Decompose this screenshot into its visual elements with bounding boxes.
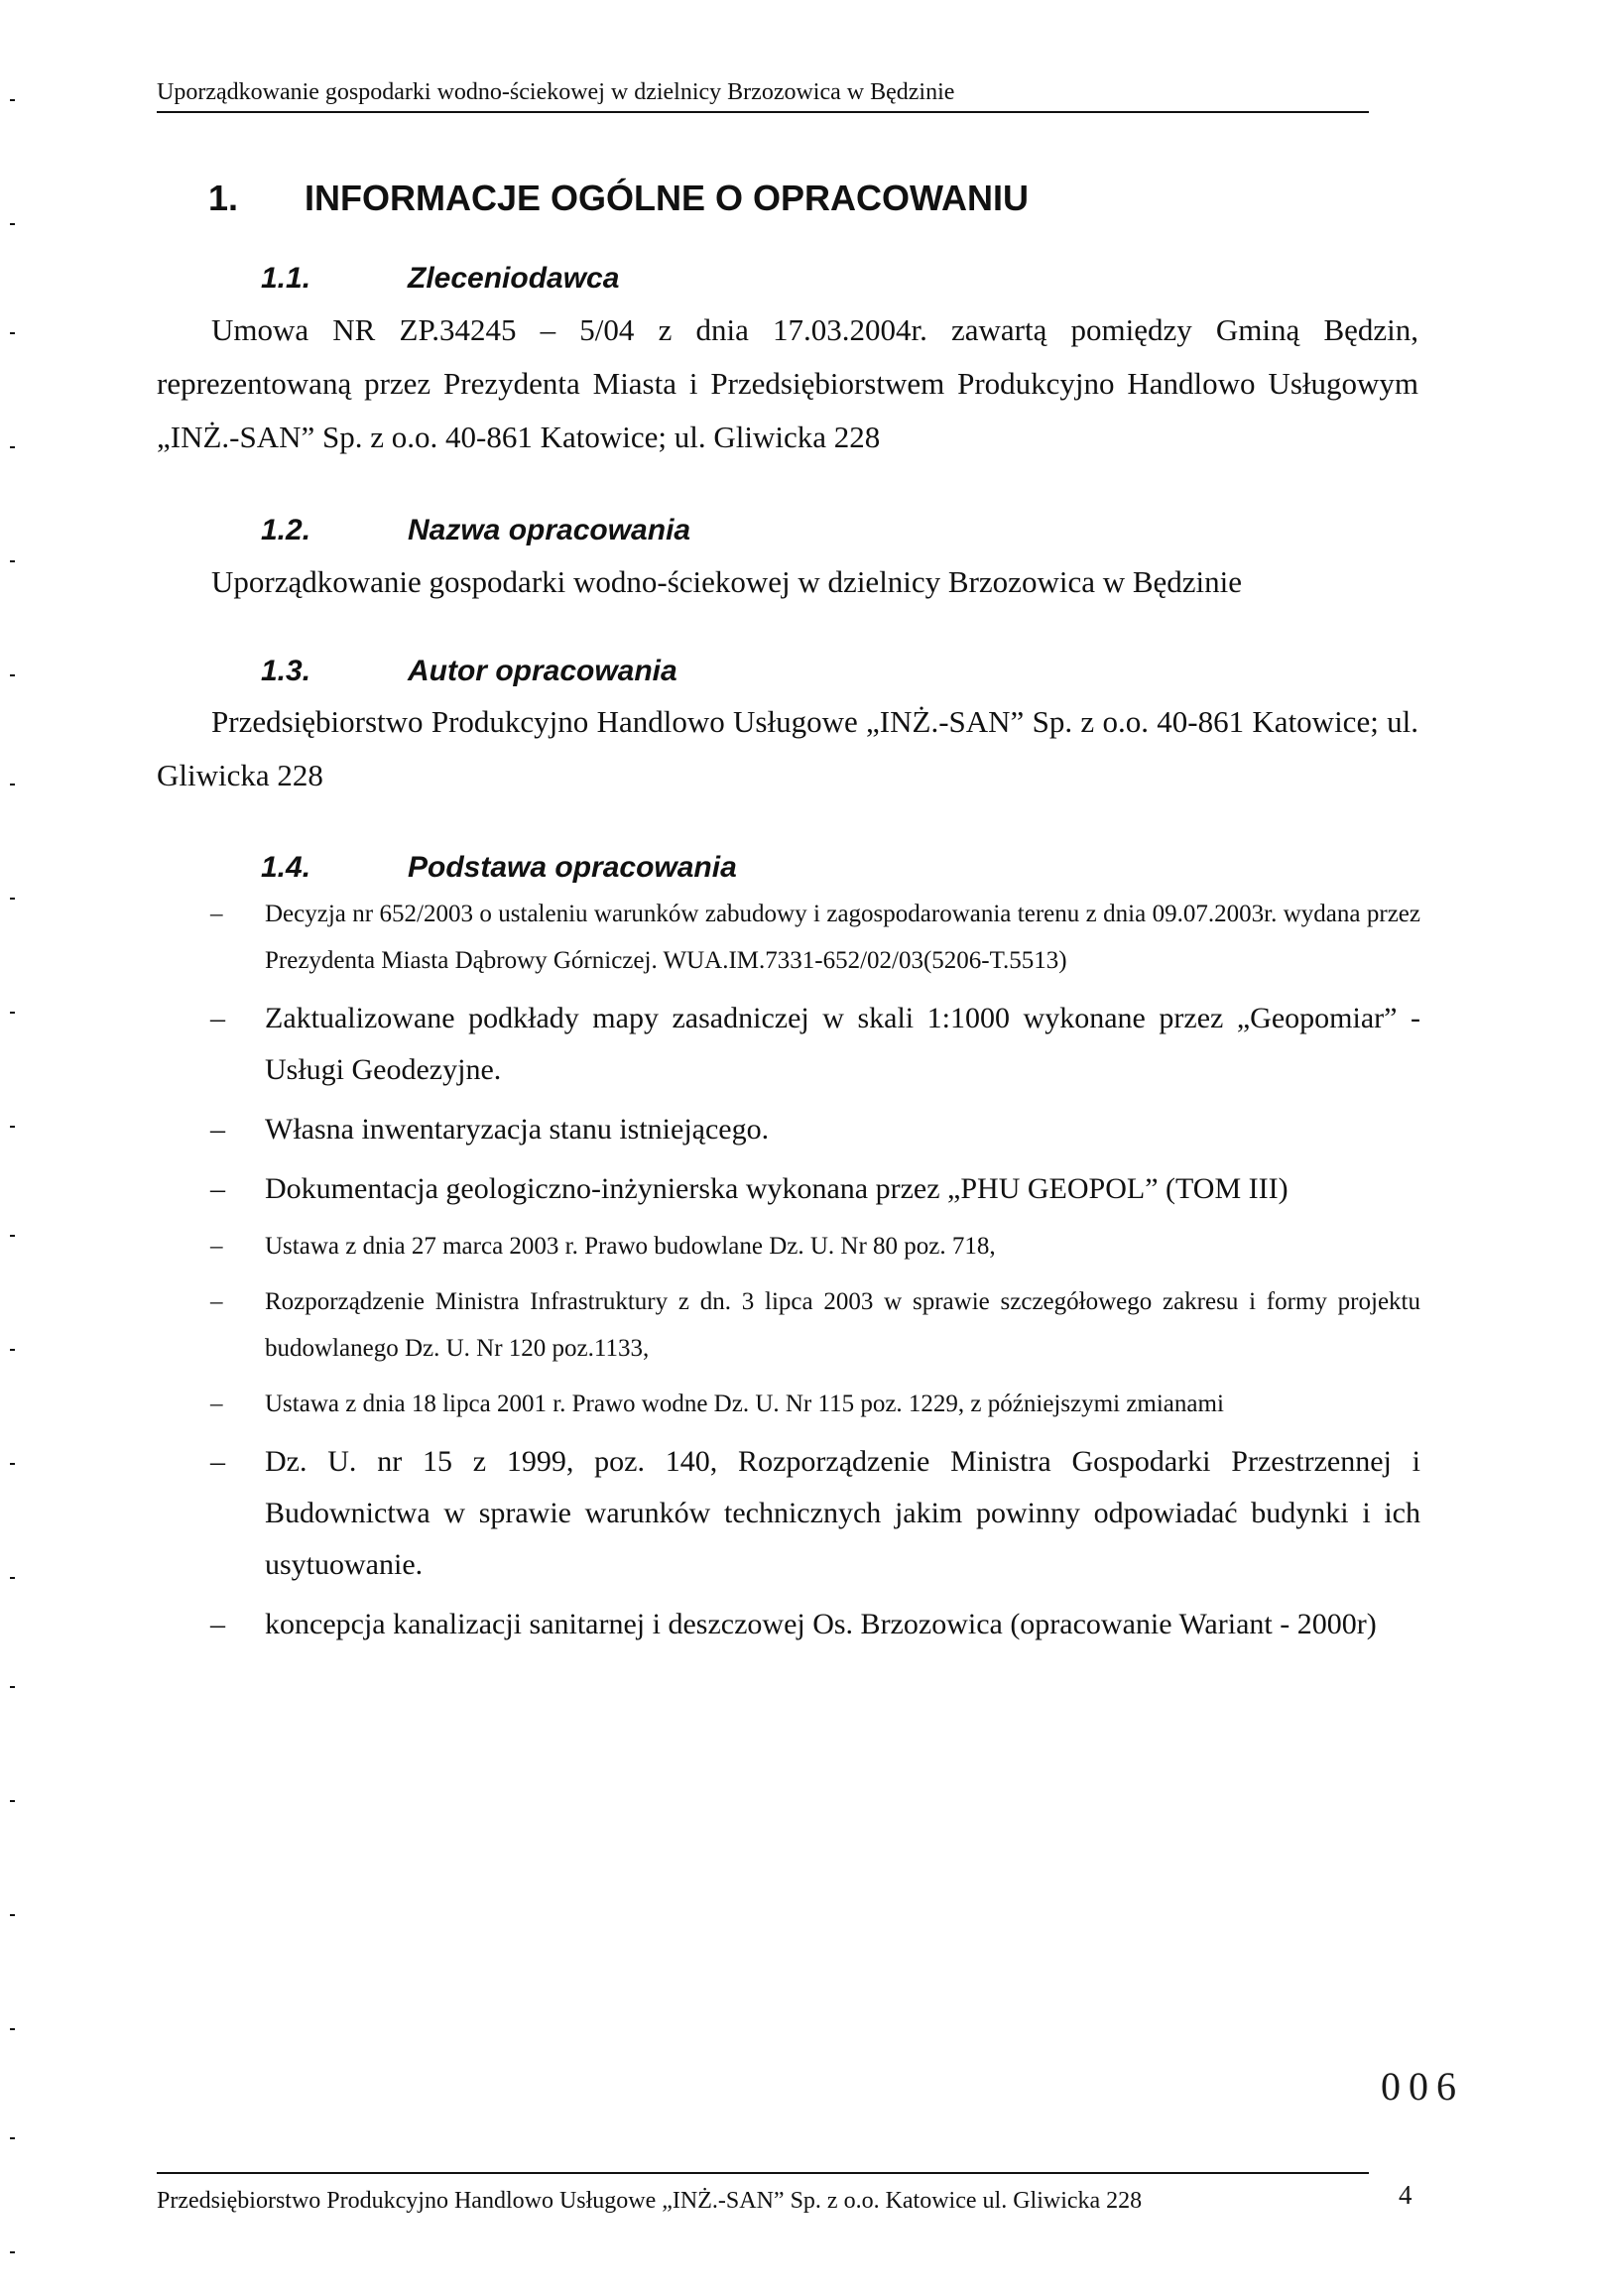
list-item-text: Własna inwentaryzacja stanu istniejącego. <box>265 1113 770 1146</box>
list-item-text: Decyzja nr 652/2003 o ustaleniu warunków zabudowy i zagospodarowania terenu z dnia 09.07.2003r. wydana przez Prezydenta Miasta Dąbrowy Górniczej. WUA.IM.7331-652/02/03(5206-T.5513) <box>265 901 1420 974</box>
page-number: 4 <box>1399 2180 1413 2210</box>
basis-list <box>210 891 1420 1658</box>
dash-bullet: – <box>210 1288 223 1315</box>
dash-bullet: – <box>210 1233 223 1260</box>
list-item-text: Ustawa z dnia 18 lipca 2001 r. Prawo wodne Dz. U. Nr 115 poz. 1229, z późniejszymi zmianami <box>265 1390 1224 1417</box>
subsection-title: Autor opracowania <box>408 655 677 687</box>
list-item <box>210 1104 1420 1155</box>
subsection-number: 1.1. <box>261 262 311 295</box>
list-item <box>210 1223 1420 1269</box>
running-header: Uporządkowanie gospodarki wodno-ściekowej w dzielnicy Brzozowica w Będzinie <box>157 77 1369 113</box>
dash-bullet: – <box>210 1113 225 1146</box>
subsection-heading-1-1 <box>261 261 619 297</box>
subsection-title: Nazwa opracowania <box>408 514 691 546</box>
subsection-number: 1.2. <box>261 514 311 546</box>
list-item <box>210 1163 1420 1215</box>
nazwa-paragraph: Uporządkowanie gospodarki wodno-ściekowej w dzielnicy Brzozowica w Będzinie <box>211 564 1243 599</box>
dash-bullet: – <box>210 1608 225 1640</box>
list-item-text: Ustawa z dnia 27 marca 2003 r. Prawo budowlane Dz. U. Nr 80 poz. 718, <box>265 1233 996 1260</box>
list-item <box>210 1278 1420 1372</box>
dash-bullet: – <box>210 1445 225 1478</box>
list-item-text: Zaktualizowane podkłady mapy zasadniczej w skali 1:1000 wykonane przez „Geopomiar” - Usługi Geodezyjne. <box>265 1002 1420 1086</box>
list-item <box>210 1436 1420 1591</box>
subsection-title: Zleceniodawca <box>408 262 620 295</box>
list-item-text: Dz. U. nr 15 z 1999, poz. 140, Rozporządzenie Ministra Gospodarki Przestrzennej i Budownictwa w sprawie warunków technicznych jakim powinny odpowiadać budynki i ich usytuowanie. <box>265 1445 1420 1581</box>
subsection-heading-1-3 <box>261 654 677 689</box>
subsection-heading-1-4 <box>261 850 737 886</box>
running-footer: Przedsiębiorstwo Produkcyjno Handlowo Usługowe „INŻ.-SAN” Sp. z o.o. Katowice ul. Gliwicka 228 <box>157 2172 1369 2216</box>
section-heading <box>208 177 1029 220</box>
dash-bullet: – <box>210 1172 225 1205</box>
subsection-number: 1.4. <box>261 851 311 884</box>
dash-bullet: – <box>210 901 223 927</box>
list-item-text: koncepcja kanalizacji sanitarnej i deszczowej Os. Brzozowica (opracowanie Wariant - 2000r) <box>265 1608 1377 1640</box>
list-item <box>210 993 1420 1096</box>
list-item-text: Rozporządzenie Ministra Infrastruktury z dn. 3 lipca 2003 w sprawie szczegółowego zakresu i formy projektu budowlanego Dz. U. Nr 120 poz.1133, <box>265 1288 1420 1362</box>
section-number: 1. <box>208 178 239 218</box>
subsection-heading-1-2 <box>261 513 690 548</box>
section-title: INFORMACJE OGÓLNE O OPRACOWANIU <box>305 178 1030 218</box>
zleceniodawca-paragraph: Umowa NR ZP.34245 – 5/04 z dnia 17.03.2004r. zawartą pomiędzy Gminą Będzin, reprezentowaną przez Prezydenta Miasta i Przedsiębiorstwem Produkcyjno Handlowo Usługowym „INŻ.-SAN” Sp. z o.o. 40-861 Katowice; ul. Gliwicka 228 <box>157 312 1418 454</box>
list-item <box>210 1599 1420 1650</box>
dash-bullet: – <box>210 1390 223 1417</box>
list-item-text: Dokumentacja geologiczno-inżynierska wykonana przez „PHU GEOPOL” (TOM III) <box>265 1172 1289 1205</box>
list-item <box>210 891 1420 984</box>
subsection-title: Podstawa opracowania <box>408 851 737 884</box>
subsection-number: 1.3. <box>261 655 311 687</box>
page-stamp: 006 <box>1381 2064 1464 2109</box>
autor-paragraph: Przedsiębiorstwo Produkcyjno Handlowo Usługowe „INŻ.-SAN” Sp. z o.o. 40-861 Katowice; ul. Gliwicka 228 <box>157 704 1418 792</box>
dash-bullet: – <box>210 1002 225 1034</box>
list-item <box>210 1381 1420 1427</box>
